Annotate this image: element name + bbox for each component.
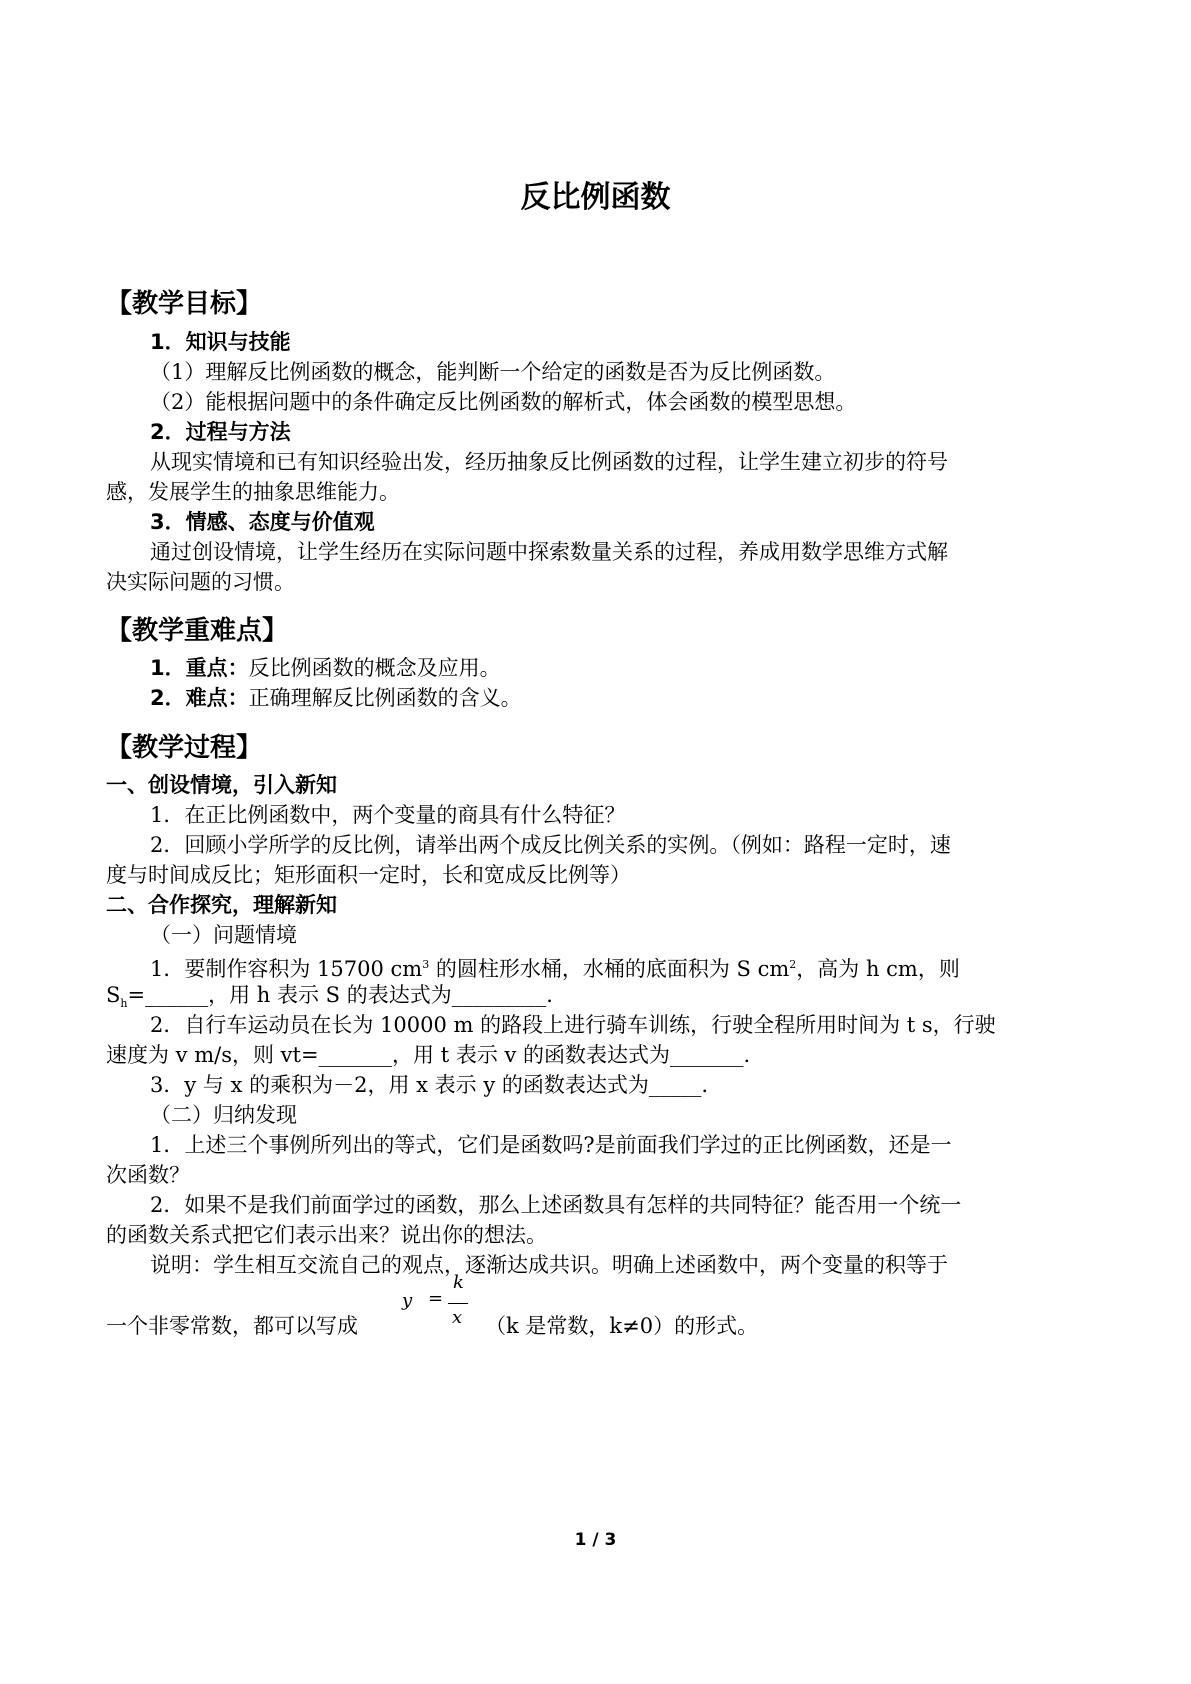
keypoint-text: 正确理解反比例函数的含义。	[248, 686, 522, 710]
section-heading-keypoints: 【教学重难点】	[106, 616, 289, 646]
keypoint-text: 反比例函数的概念及应用。	[248, 656, 501, 680]
keypoint-label: 1．重点：	[150, 656, 249, 680]
formula-y-equals-k-over-x	[392, 1272, 492, 1352]
process-heading-1: 一、创设情境，引入新知	[106, 773, 337, 797]
objective-heading-2: 2．过程与方法	[150, 420, 291, 444]
section-heading-process: 【教学过程】	[106, 733, 263, 763]
keypoint-line-2	[150, 683, 522, 713]
question-1-line-1	[150, 950, 960, 984]
objective-line: 感，发展学生的抽象思维能力。	[106, 480, 400, 504]
subheading: （二）归纳发现	[150, 1103, 297, 1127]
objective-line: （1）理解反比例函数的概念，能判断一个给定的函数是否为反比例函数。	[150, 360, 836, 384]
superscript: 3	[422, 958, 430, 971]
question-line: 速度为 v m/s，则 vt=_______，用 t 表示 v 的函数表达式为_______.	[106, 1043, 751, 1067]
objective-line: 通过创设情境，让学生经历在实际问题中探索数量关系的过程，养成用数学思维方式解	[150, 540, 948, 564]
objective-line: （2）能根据问题中的条件确定反比例函数的解析式，体会函数的模型思想。	[150, 390, 857, 414]
process-line: 2．如果不是我们前面学过的函数，那么上述函数具有怎样的共同特征？能否用一个统一	[150, 1193, 962, 1217]
subheading: （一）问题情境	[150, 923, 297, 947]
page-number: 1 / 3	[574, 1530, 617, 1550]
objective-heading-3: 3．情感、态度与价值观	[150, 510, 375, 534]
objective-heading-1: 1．知识与技能	[150, 330, 291, 354]
process-line: 2．回顾小学所学的反比例，请举出两个成反比例关系的实例。（例如：路程一定时，速	[150, 833, 951, 857]
keypoint-line-1	[150, 653, 501, 683]
page-title: 反比例函数	[520, 180, 671, 215]
superscript: 2	[789, 958, 797, 971]
question-line: 3．y 与 x 的乘积为－2，用 x 表示 y 的函数表达式为_____.	[150, 1073, 709, 1097]
question-text: 1．要制作容积为 15700 cm	[150, 957, 423, 981]
objective-line: 决实际问题的习惯。	[106, 570, 295, 594]
question-text: 的圆柱形水桶，水桶的底面积为 S cm	[429, 957, 790, 981]
keypoint-label: 2．难点：	[150, 686, 249, 710]
process-line: 1．在正比例函数中，两个变量的商具有什么特征？	[150, 803, 626, 827]
formula-equals: =	[428, 1288, 444, 1309]
process-heading-2: 二、合作探究，理解新知	[106, 893, 337, 917]
question-line: 2．自行车运动员在长为 10000 m 的路段上进行骑车训练，行驶全程所用时间为 t s，行驶	[150, 1013, 996, 1037]
process-line: 次函数？	[106, 1163, 190, 1187]
question-text: ，高为 h cm，则	[796, 957, 960, 981]
formula-denominator-x: x	[452, 1307, 463, 1328]
question-text: S	[106, 983, 121, 1007]
section-heading-objectives: 【教学目标】	[106, 289, 263, 319]
formula-variable-y: y	[402, 1290, 413, 1311]
process-line: 说明：学生相互交流自己的观点，逐渐达成共识。明确上述函数中，两个变量的积等于	[150, 1253, 948, 1277]
process-line: 1．上述三个事例所列出的等式，它们是函数吗?是前面我们学过的正比例函数，还是一	[150, 1133, 952, 1157]
process-line: 度与时间成反比；矩形面积一定时，长和宽成反比例等）	[106, 863, 631, 887]
process-line: 的函数关系式把它们表示出来？说出你的想法。	[106, 1223, 547, 1247]
formula-numerator-k: k	[453, 1272, 464, 1293]
objective-line: 从现实情境和已有知识经验出发，经历抽象反比例函数的过程，让学生建立初步的符号	[150, 450, 948, 474]
process-line: 一个非零常数，都可以写成	[106, 1314, 358, 1338]
process-line: （k 是常数，k≠0）的形式。	[485, 1314, 759, 1338]
subscript: h	[120, 997, 128, 1011]
question-text: =______，用 h 表示 S 的表达式为_________.	[127, 983, 553, 1007]
fraction-bar	[448, 1303, 468, 1304]
